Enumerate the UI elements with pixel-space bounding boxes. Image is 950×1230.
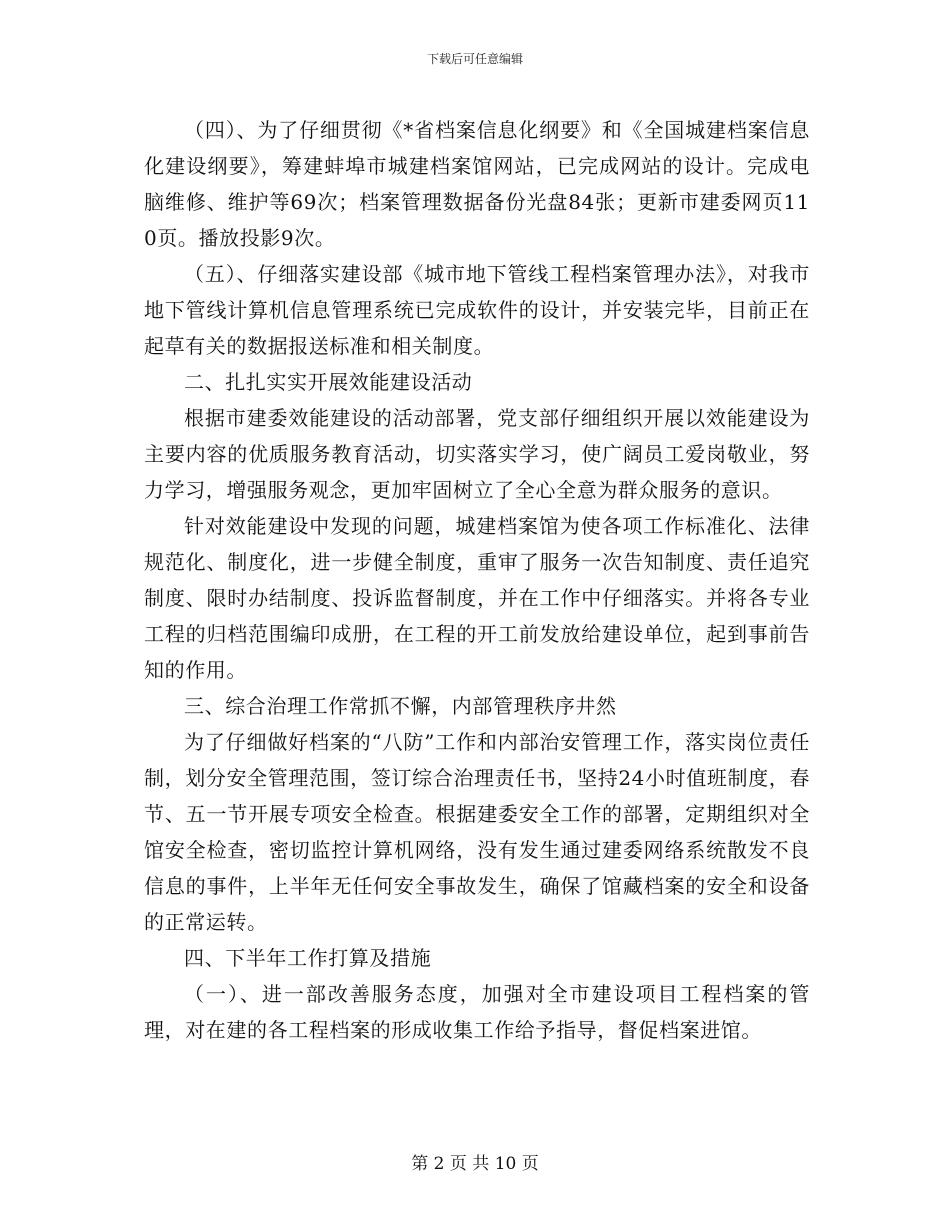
paragraph-service-improvement: （一）、进一部改善服务态度，加强对全市建设项目工程档案的管理，对在建的各工程档案的形成收集工作给予指导，督促档案进馆。 — [144, 982, 810, 1042]
paragraph-security-management: 为了仔细做好档案的“八防”工作和内部治安管理工作，落实岗位责任制，划分安全管理范围，签订综合治理责任书，坚持24小时值班制度，春节、五一节开展专项安全检查。根据建委安全工作的部署，定期组织对全馆安全检查，密切监控计算机网络，没有发生通过建委网络系统散发不良信息的事件，上半年无任何安全事故发生，确保了馆藏档案的安全和设备的正常运转。 — [144, 730, 810, 934]
paragraph-archive-informatization: （四）、为了仔细贯彻《*省档案信息化纲要》和《全国城建档案信息化建设纲要》，筹建蚌埠市城建档案馆网站，已完成网站的设计。完成电脑维修、维护等69次；档案管理数据备份光盘84张；更新市建委网页110页。播放投影9次。 — [144, 118, 810, 250]
document-body — [144, 112, 810, 1048]
section-heading-comprehensive-governance: 三、综合治理工作常抓不懈，内部管理秩序井然 — [184, 694, 617, 718]
paragraph-efficiency-problems: 针对效能建设中发现的问题，城建档案馆为使各项工作标准化、法律规范化、制度化，进一步健全制度，重审了服务一次告知制度、责任追究制度、限时办结制度、投诉监督制度，并在工作中仔细落实。并将各专业工程的归档范围编印成册，在工程的开工前发放给建设单位，起到事前告知的作用。 — [144, 514, 810, 682]
paragraph-efficiency-deployment: 根据市建委效能建设的活动部署，党支部仔细组织开展以效能建设为主要内容的优质服务教育活动，切实落实学习，使广阔员工爱岗敬业，努力学习，增强服务观念，更加牢固树立了全心全意为群众服务的意识。 — [144, 406, 810, 502]
page-number: 第 2 页 共 10 页 — [411, 1154, 539, 1174]
section-heading-efficiency-construction: 二、扎扎实实开展效能建设活动 — [184, 370, 473, 394]
page-header: 下载后可任意编辑 — [426, 52, 523, 66]
section-heading-second-half-plan: 四、下半年工作打算及措施 — [184, 946, 432, 970]
paragraph-underground-pipeline: （五）、仔细落实建设部《城市地下管线工程档案管理办法》，对我市地下管线计算机信息管理系统已完成软件的设计，并安装完毕，目前正在起草有关的数据报送标准和相关制度。 — [144, 262, 810, 358]
